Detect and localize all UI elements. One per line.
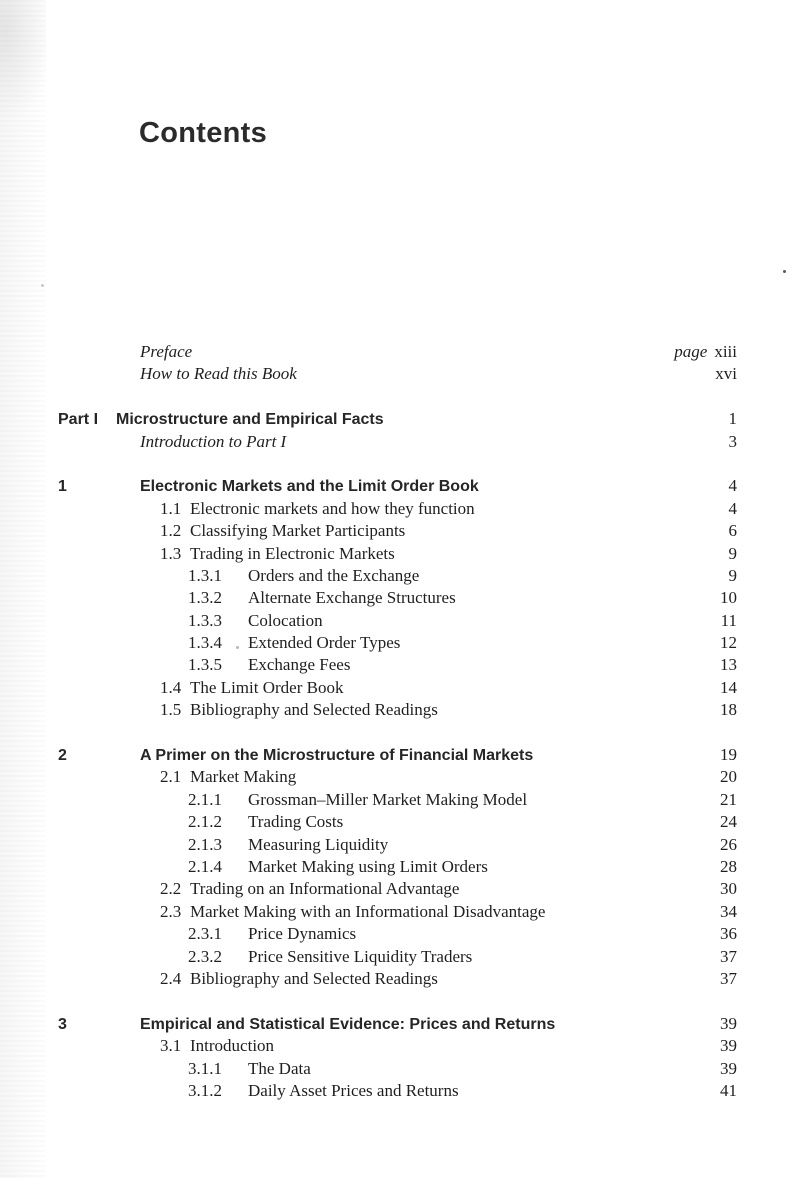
toc-entry-page: 39 (720, 1058, 737, 1078)
toc-entry-label: A Primer on the Microstructure of Financial Markets (140, 747, 534, 765)
toc-entry-label: Empirical and Statistical Evidence: Prices and Returns (140, 1015, 556, 1033)
toc-entry-number: 2.3.1 (188, 924, 222, 944)
toc-entry-label: Introduction to Part I (140, 431, 287, 451)
toc-entry-number: 1.3.2 (188, 588, 222, 608)
toc-entry-label: Market Making (190, 767, 297, 787)
toc-entry (58, 475, 737, 497)
toc-entry-page: 4 (728, 476, 737, 496)
toc-entry (58, 1035, 737, 1057)
toc-entry (58, 878, 737, 900)
toc-entry-number: 1.3.3 (188, 610, 222, 630)
toc-entry-label: Electronic markets and how they function (190, 498, 475, 518)
toc-entry-label: Colocation (248, 610, 323, 630)
toc-entry-label: Market Making using Limit Orders (248, 856, 488, 876)
toc-entry-page: 3 (728, 431, 737, 451)
toc-entry-label: Exchange Fees (248, 655, 351, 675)
toc-entry-page: 4 (728, 498, 737, 518)
toc-entry-label: How to Read this Book (140, 364, 297, 384)
toc-entry-page: 11 (720, 610, 737, 630)
toc-entry-label: The Data (248, 1058, 311, 1078)
toc-entry-label: Introduction (190, 1036, 275, 1056)
toc-entry-page: 10 (720, 588, 737, 608)
toc-entry-page: xiii (714, 342, 737, 361)
page-edge-texture (0, 0, 46, 1178)
toc-entry-number: 2.3.2 (188, 946, 222, 966)
toc-entry-label: Market Making with an Informational Disadvantage (190, 901, 546, 921)
toc-entry (58, 363, 737, 385)
toc-entry-page: 9 (728, 565, 737, 585)
toc-entry-label: Trading in Electronic Markets (190, 543, 395, 563)
toc-entry-page: 41 (720, 1080, 737, 1100)
toc-entry-page: 18 (720, 700, 737, 720)
toc-entry-page: 39 (720, 1036, 737, 1056)
toc-entry-number: 2.1.2 (188, 812, 222, 832)
toc-entry-label: Classifying Market Participants (190, 521, 406, 541)
toc-entry-page: 19 (720, 745, 737, 765)
toc-entry-page: 24 (720, 812, 737, 832)
toc-entry-label: The Limit Order Book (190, 677, 344, 697)
toc-entry-number: 2.4 (160, 968, 182, 988)
toc-entry (58, 789, 737, 811)
toc-entry-number: 1 (58, 478, 67, 496)
toc-entry-page: 37 (720, 946, 737, 966)
toc-entry-number: 3.1.2 (188, 1080, 222, 1100)
toc-entry-number: 2 (58, 747, 67, 765)
toc-entry-label: Microstructure and Empirical Facts (116, 411, 384, 429)
toc-entry-page: 13 (720, 655, 737, 675)
toc-entry-number: 2.2 (160, 879, 182, 899)
toc-entry (58, 811, 737, 833)
toc-entry-label: Orders and the Exchange (248, 565, 420, 585)
toc-entry (58, 968, 737, 990)
toc-entry-label: Trading Costs (248, 812, 344, 832)
toc-entry-page: xvi (715, 364, 737, 384)
toc-entry-number: 1.3 (160, 543, 182, 563)
toc-entry-page: 6 (728, 521, 737, 541)
toc-entry-number: 1.3.4 (188, 633, 222, 653)
toc-entry-page: 26 (720, 834, 737, 854)
toc-entry-page: 28 (720, 856, 737, 876)
toc-entry (58, 1013, 737, 1035)
toc-entry-page: 20 (720, 767, 737, 787)
toc-entry-number: 1.1 (160, 498, 182, 518)
toc-entry (58, 856, 737, 878)
toc-entry (58, 341, 737, 363)
toc-entry-number: 2.1.4 (188, 856, 222, 876)
toc-entry (58, 565, 737, 587)
toc-entry (58, 654, 737, 676)
toc-entry-page: 9 (728, 543, 737, 563)
toc-entry-page: 14 (720, 677, 737, 697)
toc-entry (58, 1058, 737, 1080)
toc-entry-number: 1.5 (160, 700, 182, 720)
toc-entry-label: Price Sensitive Liquidity Traders (248, 946, 473, 966)
toc-entry-label: Measuring Liquidity (248, 834, 389, 854)
toc-entry (58, 766, 737, 788)
toc-entry-number: 3 (58, 1015, 67, 1033)
toc-entry-number: 2.3 (160, 901, 182, 921)
toc-entry-label: Bibliography and Selected Readings (190, 700, 438, 720)
toc-entry-number: 3.1.1 (188, 1058, 222, 1078)
toc-entry-page: 36 (720, 924, 737, 944)
toc-entry (58, 699, 737, 721)
toc-entry-label: Trading on an Informational Advantage (190, 879, 460, 899)
toc-entry-page: 39 (720, 1013, 737, 1033)
page-title: Contents (139, 117, 268, 149)
toc-entry-page: 21 (720, 789, 737, 809)
toc-entry-number: 1.2 (160, 521, 182, 541)
toc-entry-page: 30 (720, 879, 737, 899)
toc-entry-page: 37 (720, 968, 737, 988)
toc-entry-number: 1.3.5 (188, 655, 222, 675)
toc-entry (58, 901, 737, 923)
toc-entry (58, 744, 737, 766)
toc-entry-number: 2.1 (160, 767, 182, 787)
page-word-prefix: page (674, 342, 708, 361)
toc-entry-page: 34 (720, 901, 737, 921)
toc-entry-page: 1 (728, 409, 737, 429)
toc-entry-label: Grossman–Miller Market Making Model (248, 789, 528, 809)
toc-entry-label: Preface (140, 342, 193, 361)
toc-entry-page: 12 (720, 633, 737, 653)
toc-entry (58, 498, 737, 520)
toc-entry-label: Bibliography and Selected Readings (190, 968, 438, 988)
toc-entry-number: 1.3.1 (188, 565, 222, 585)
toc-entry (58, 520, 737, 542)
toc-entry-number: 2.1.1 (188, 789, 222, 809)
toc-entry (58, 923, 737, 945)
toc-entry (58, 610, 737, 632)
toc-entry (58, 677, 737, 699)
toc-entry (58, 431, 737, 453)
scan-speck (41, 284, 44, 287)
toc-entry-number: 3.1 (160, 1036, 182, 1056)
toc-entry-number: 2.1.3 (188, 834, 222, 854)
toc-entry-number: 1.4 (160, 677, 182, 697)
toc-entry (58, 946, 737, 968)
toc-entry-label: Daily Asset Prices and Returns (248, 1080, 459, 1100)
toc-entry-number: Part I (58, 411, 99, 429)
toc-entry-label: Price Dynamics (248, 924, 357, 944)
toc-entry (58, 1080, 737, 1102)
toc-entry (58, 587, 737, 609)
toc-entry (58, 543, 737, 565)
table-of-contents (58, 341, 737, 1102)
toc-entry (58, 632, 737, 654)
toc-entry-label: Alternate Exchange Structures (248, 588, 456, 608)
scan-speck (783, 270, 786, 273)
toc-entry-label: Extended Order Types (248, 633, 401, 653)
toc-entry (58, 834, 737, 856)
toc-entry (58, 408, 737, 430)
toc-entry-label: Electronic Markets and the Limit Order Book (140, 478, 479, 496)
